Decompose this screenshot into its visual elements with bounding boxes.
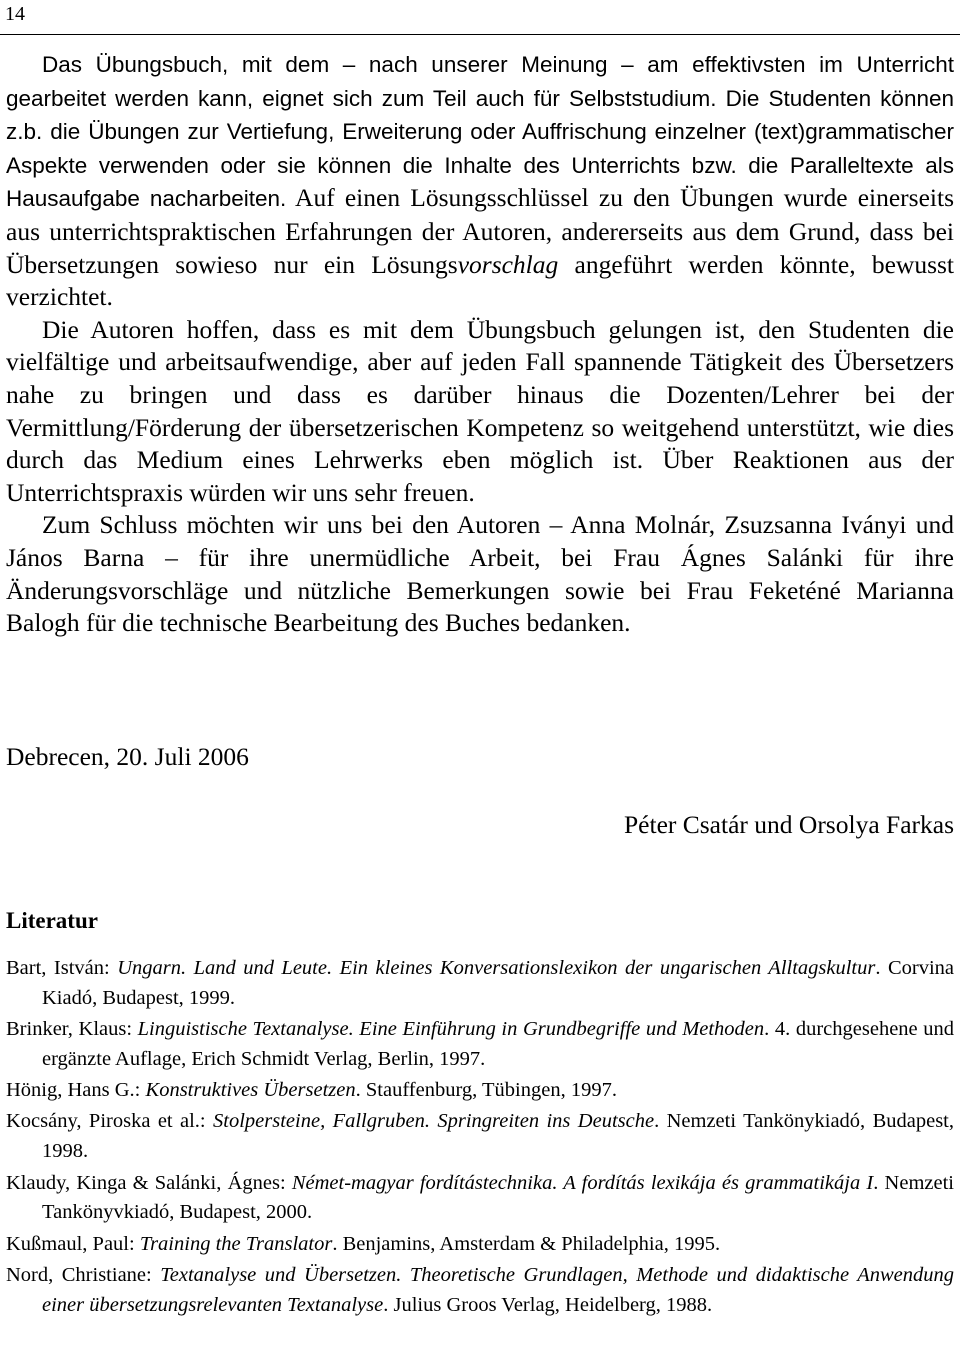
entry-author: Nord, Christiane: [6,1263,161,1286]
authors-signature: Péter Csatár und Orsolya Farkas [623,810,954,839]
entry-publisher: . Corvina Kiadó, Budapest, 1999. [42,957,955,1009]
entry-author: Brinker, Klaus: [6,1018,138,1041]
page-number: 14 [5,3,25,25]
entry-title: Textanalyse und Übersetzen. Theoretische Grundlagen, Methode und didaktische Anwendung einer übersetzungsrelevanten Textanalyse [42,1263,954,1316]
literature-entry [6,1261,954,1321]
paragraph-1-serif-text: Auf einen Lösungsschlüssel zu den Übungen wurde einerseits aus unterrichtspraktischen Erfahrungen der Autoren, andererseits aus dem Grund, dass bei Übersetzungen sowieso nur ein Lösungs [6,183,954,279]
entry-publisher: . Julius Groos Verlag, Heidelberg, 1988. [383,1293,713,1316]
entry-author: Kocsány, Piroska et al.: [6,1110,214,1133]
literature-entry [6,954,954,1014]
preface-body [6,48,954,640]
literature-entry [6,1230,954,1260]
entry-title: Training the Translator [139,1232,333,1255]
paragraph-3: Zum Schluss möchten wir uns bei den Autoren – Anna Molnár, Zsuzsanna Iványi und János Barna – für ihre unermüdliche Arbeit, bei Frau Ágnes Salánki für ihre Änderungsvorschläge und nützliche Bemerkungen sowie bei Frau Feketéné Marianna Balogh für die technische Bearbeitung des Buches bedanken. [6,510,954,638]
entry-publisher: . Stauffenburg, Tübingen, 1997. [355,1079,617,1102]
page-header [0,0,960,35]
entry-publisher: . Benjamins, Amsterdam & Philadelphia, 1995. [332,1232,721,1255]
entry-title: Ungarn. Land und Leute. Ein kleines Konversationslexikon der ungarischen Alltagskultur [117,957,876,979]
entry-author: Klaudy, Kinga & Salánki, Ágnes: [6,1171,292,1194]
entry-author: Hönig, Hans G.: [6,1079,146,1102]
entry-author: Kußmaul, Paul: [6,1232,140,1255]
literature-heading: Literatur [6,908,98,933]
entry-title: Német-magyar fordítástechnika. A fordítás lexikája és grammatikája I [291,1171,874,1194]
literature-entry [6,1169,954,1229]
paragraph-1-sans-text: Das Übungsbuch, mit dem – nach unserer Meinung – am effektivsten im Unterricht gearbeitet werden kann, eignet sich zum Teil auch für Selbststudium. Die Studenten können z.b. die Übungen zur Vertiefung, Erweiterung oder Auffrischung einzelner (text)grammatischer Aspekte verwenden oder sie können die Inhalte des Unterrichts bzw. die Paralleltexte als Hausaufgabe nacharbeiten. [6,52,954,212]
literature-entry [6,1015,954,1075]
paragraph-1 [6,48,954,314]
literature-entry [6,1076,954,1106]
paragraph-1-italic-word: vorschlag [457,249,559,279]
paragraph-2: Die Autoren hoffen, dass es mit dem Übungsbuch gelungen ist, den Studenten die vielfältige und arbeitsaufwendige, aber auf jeden Fall spannende Tätigkeit des Übersetzers nahe zu bringen und dass es darüber hinaus die Dozenten/Lehrer bei der Vermittlung/Förderung der übersetzerischen Kompetenz so weitgehend unterstützt, wie dies durch das Medium eines Lehrwerks eben möglich ist. Über Reaktionen aus der Unterrichtspraxis würden wir uns sehr freuen. [6,314,954,507]
entry-publisher: . 4. durchgesehene und ergänzte Auflage, Erich Schmidt Verlag, Berlin, 1997. [42,1018,954,1070]
paragraph-1-serif-end: angeführt werden könnte, bewusst verzichtet. [6,249,954,312]
literature-list [6,954,954,1322]
entry-title: Stolpersteine, Fallgruben. Springreiten ins Deutsche [213,1110,655,1133]
entry-author: Bart, István: [6,957,118,979]
entry-publisher: . Nemzeti Tankönykiadó, Budapest, 1998. [42,1110,954,1163]
date-line: Debrecen, 20. Juli 2006 [6,742,249,771]
entry-publisher: . Nemzeti Tankönyvkiadó, Budapest, 2000. [42,1171,954,1224]
literature-entry [6,1107,954,1167]
entry-title: Konstruktives Übersetzen [145,1079,356,1102]
entry-title: Linguistische Textanalyse. Eine Einführung in Grundbegriffe und Methoden [137,1018,765,1041]
